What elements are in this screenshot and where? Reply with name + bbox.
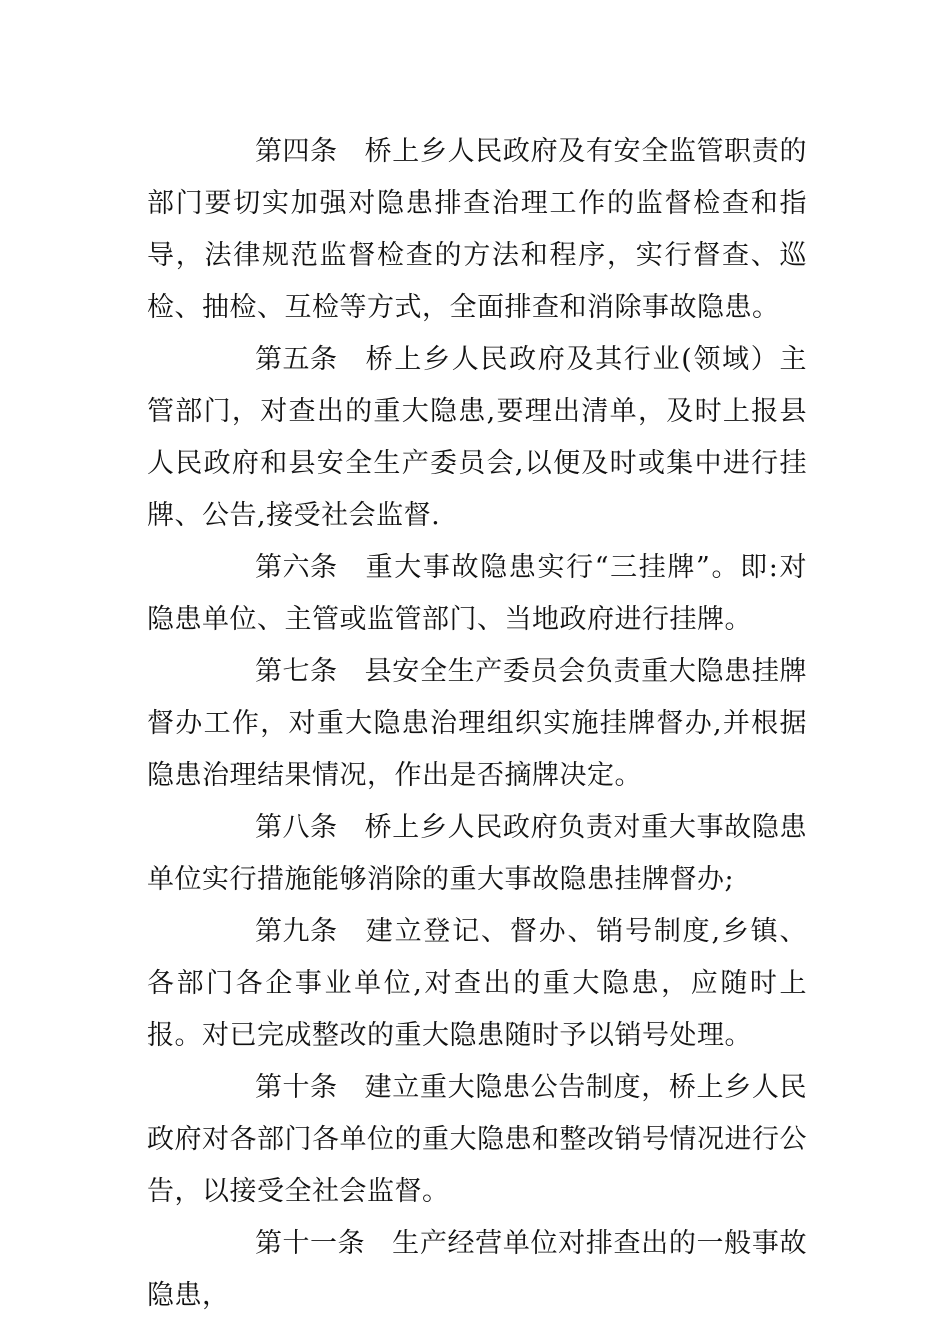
article-label: 第六条: [255, 552, 338, 583]
article-label: 第十条: [255, 1072, 338, 1103]
article-11: [147, 1218, 807, 1322]
article-10: [147, 1062, 807, 1218]
article-5: [147, 334, 807, 542]
article-4: [147, 126, 807, 334]
article-label: 第十一条: [255, 1228, 365, 1259]
article-text: 桥上乡人民政府及有安全监管职责的部门要切实加强对隐患排查治理工作的监督检查和指导，法律规范监督检查的方法和程序，实行督查、巡检、抽检、互检等方式，全面排查和消除事故隐患。: [147, 136, 807, 323]
article-text: 桥上乡人民政府负责对重大事故隐患单位实行措施能够消除的重大事故隐患挂牌督办;: [147, 812, 807, 895]
document-body: [147, 126, 807, 1322]
article-text: 建立登记、督办、销号制度,乡镇、各部门各企事业单位,对查出的重大隐患，应随时上报。对已完成整改的重大隐患随时予以销号处理。: [147, 916, 807, 1051]
article-label: 第四条: [255, 136, 338, 167]
article-label: 第九条: [255, 916, 338, 947]
article-text: 桥上乡人民政府及其行业(领域）主管部门，对查出的重大隐患,要理出清单，及时上报县人民政府和县安全生产委员会,以便及时或集中进行挂牌、公告,接受社会监督.: [147, 344, 807, 531]
article-text: 重大事故隐患实行“三挂牌”。即:对隐患单位、主管或监管部门、当地政府进行挂牌。: [147, 552, 807, 635]
article-text: 生产经营单位对排查出的一般事故隐患，: [147, 1228, 807, 1311]
article-9: [147, 906, 807, 1062]
article-text: 建立重大隐患公告制度，桥上乡人民政府对各部门各单位的重大隐患和整改销号情况进行公告，以接受全社会监督。: [147, 1072, 807, 1207]
article-text: 县安全生产委员会负责重大隐患挂牌督办工作，对重大隐患治理组织实施挂牌督办,并根据隐患治理结果情况，作出是否摘牌决定。: [147, 656, 807, 791]
article-label: 第五条: [255, 344, 338, 375]
article-8: [147, 802, 807, 906]
article-label: 第八条: [255, 812, 338, 843]
article-label: 第七条: [255, 656, 338, 687]
article-6: [147, 542, 807, 646]
article-7: [147, 646, 807, 802]
